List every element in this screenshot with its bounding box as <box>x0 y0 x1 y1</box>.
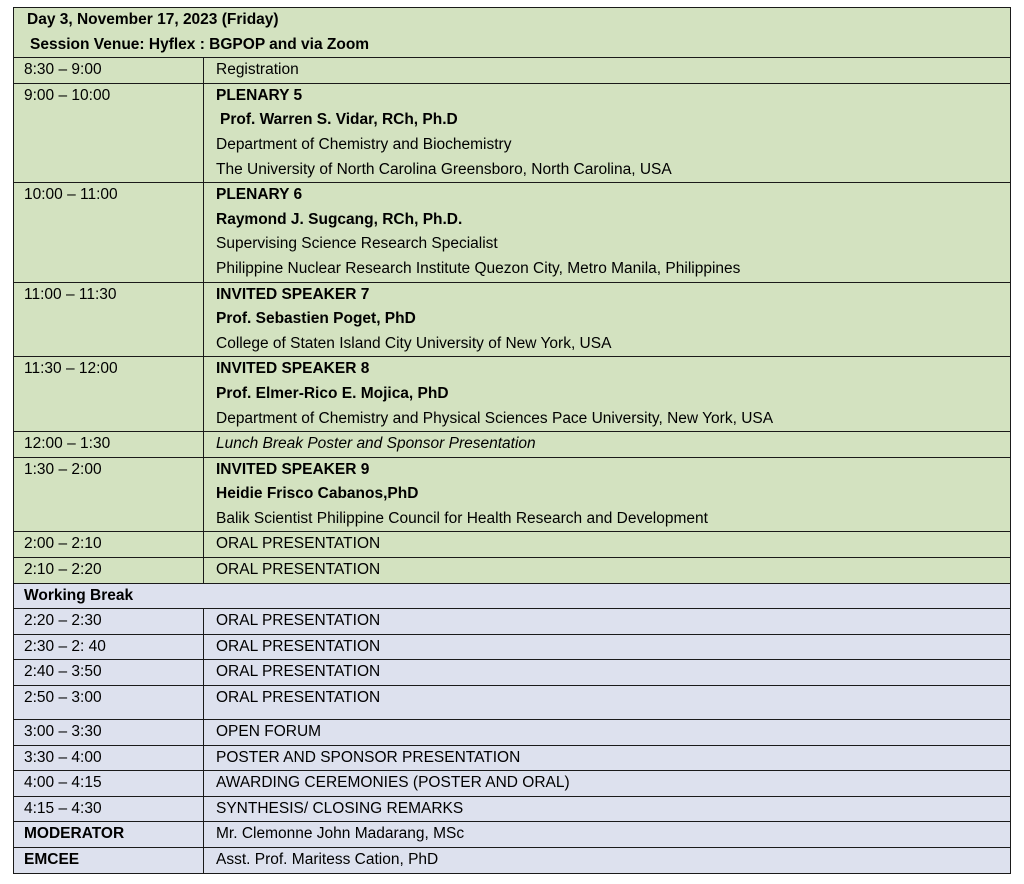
activity-cell <box>204 432 1011 458</box>
schedule-row <box>14 686 1011 720</box>
activity-line: Philippine Nuclear Research Institute Quezon City, Metro Manila, Philippines <box>216 259 741 277</box>
activity-line: ORAL PRESENTATION <box>216 561 381 579</box>
activity-cell: AWARDING CEREMONIES (POSTER AND ORAL) <box>204 771 1011 797</box>
working-break-label: Working Break <box>14 583 1011 609</box>
schedule-row <box>14 83 1011 182</box>
activity-cell: SYNTHESIS/ CLOSING REMARKS <box>204 796 1011 822</box>
activity-cell: ORAL PRESENTATION <box>204 634 1011 660</box>
schedule-row <box>14 183 1011 282</box>
schedule-row <box>14 660 1011 686</box>
activity-cell <box>204 183 1011 282</box>
schedule-row <box>14 432 1011 458</box>
activity-cell <box>204 58 1011 84</box>
activity-line: Balik Scientist Philippine Council for Health Research and Development <box>216 509 708 527</box>
activity-cell: ORAL PRESENTATION <box>204 660 1011 686</box>
schedule-row <box>14 745 1011 771</box>
schedule-row <box>14 357 1011 432</box>
activity-line: Prof. Sebastien Poget, PhD <box>216 310 416 328</box>
time-cell: 4:15 – 4:30 <box>14 796 204 822</box>
time-cell: 12:00 – 1:30 <box>14 432 204 458</box>
activity-line: INVITED SPEAKER 9 <box>216 460 370 478</box>
activity-cell <box>204 83 1011 182</box>
activity-line: ORAL PRESENTATION <box>216 535 381 553</box>
time-cell: 1:30 – 2:00 <box>14 457 204 532</box>
time-cell: 8:30 – 9:00 <box>14 58 204 84</box>
activity-cell <box>204 558 1011 584</box>
schedule-row <box>14 457 1011 532</box>
activity-cell: ORAL PRESENTATION <box>204 609 1011 635</box>
activity-line: PLENARY 5 <box>216 86 303 104</box>
activity-cell: Mr. Clemonne John Madarang, MSc <box>204 822 1011 848</box>
schedule-row <box>14 609 1011 635</box>
activity-cell <box>204 457 1011 532</box>
activity-line: INVITED SPEAKER 8 <box>216 360 370 378</box>
activity-line: Prof. Elmer-Rico E. Mojica, PhD <box>216 384 449 402</box>
day-title-cell <box>14 8 1011 58</box>
schedule-row <box>14 771 1011 797</box>
schedule-row <box>14 796 1011 822</box>
schedule-body <box>14 8 1011 874</box>
day-header-row <box>14 8 1011 58</box>
time-cell: 4:00 – 4:15 <box>14 771 204 797</box>
schedule-row <box>14 848 1011 874</box>
working-break-row <box>14 583 1011 609</box>
time-cell: 11:00 – 11:30 <box>14 282 204 357</box>
schedule-row <box>14 58 1011 84</box>
activity-cell: ORAL PRESENTATION <box>204 686 1011 720</box>
time-cell: 2:10 – 2:20 <box>14 558 204 584</box>
activity-line: INVITED SPEAKER 7 <box>216 285 370 303</box>
role-cell: EMCEE <box>14 848 204 874</box>
activity-line: The University of North Carolina Greensboro, North Carolina, USA <box>216 160 672 178</box>
schedule-table <box>13 7 1011 874</box>
session-venue: Session Venue: Hyflex : BGPOP and via Zoom <box>30 35 370 53</box>
time-cell: 2:30 – 2: 40 <box>14 634 204 660</box>
schedule-row <box>14 282 1011 357</box>
activity-line: Heidie Frisco Cabanos,PhD <box>216 485 419 503</box>
schedule-row <box>14 634 1011 660</box>
activity-cell: Asst. Prof. Maritess Cation, PhD <box>204 848 1011 874</box>
activity-line: Department of Chemistry and Biochemistry <box>216 135 512 153</box>
time-cell: 10:00 – 11:00 <box>14 183 204 282</box>
time-cell: 2:20 – 2:30 <box>14 609 204 635</box>
activity-cell <box>204 282 1011 357</box>
day-title: Day 3, November 17, 2023 (Friday) <box>27 11 279 28</box>
activity-cell <box>204 532 1011 558</box>
activity-line: Raymond J. Sugcang, RCh, Ph.D. <box>216 210 463 228</box>
schedule-row <box>14 558 1011 584</box>
schedule-row <box>14 720 1011 746</box>
time-cell: 2:40 – 3:50 <box>14 660 204 686</box>
time-cell: 2:00 – 2:10 <box>14 532 204 558</box>
time-cell: 11:30 – 12:00 <box>14 357 204 432</box>
activity-line: Supervising Science Research Specialist <box>216 235 498 253</box>
time-cell: 9:00 – 10:00 <box>14 83 204 182</box>
role-cell: MODERATOR <box>14 822 204 848</box>
time-cell: 3:30 – 4:00 <box>14 745 204 771</box>
activity-line: Department of Chemistry and Physical Sciences Pace University, New York, USA <box>216 409 774 427</box>
activity-line: PLENARY 6 <box>216 186 303 204</box>
activity-line: Lunch Break Poster and Sponsor Presentation <box>216 435 536 453</box>
activity-line: College of Staten Island City University of New York, USA <box>216 334 612 352</box>
time-cell: 2:50 – 3:00 <box>14 686 204 720</box>
time-cell: 3:00 – 3:30 <box>14 720 204 746</box>
activity-cell <box>204 357 1011 432</box>
activity-cell: OPEN FORUM <box>204 720 1011 746</box>
schedule-row <box>14 532 1011 558</box>
activity-cell: POSTER AND SPONSOR PRESENTATION <box>204 745 1011 771</box>
schedule-row <box>14 822 1011 848</box>
activity-line: Prof. Warren S. Vidar, RCh, Ph.D <box>220 111 458 129</box>
activity-line: Registration <box>216 61 299 79</box>
